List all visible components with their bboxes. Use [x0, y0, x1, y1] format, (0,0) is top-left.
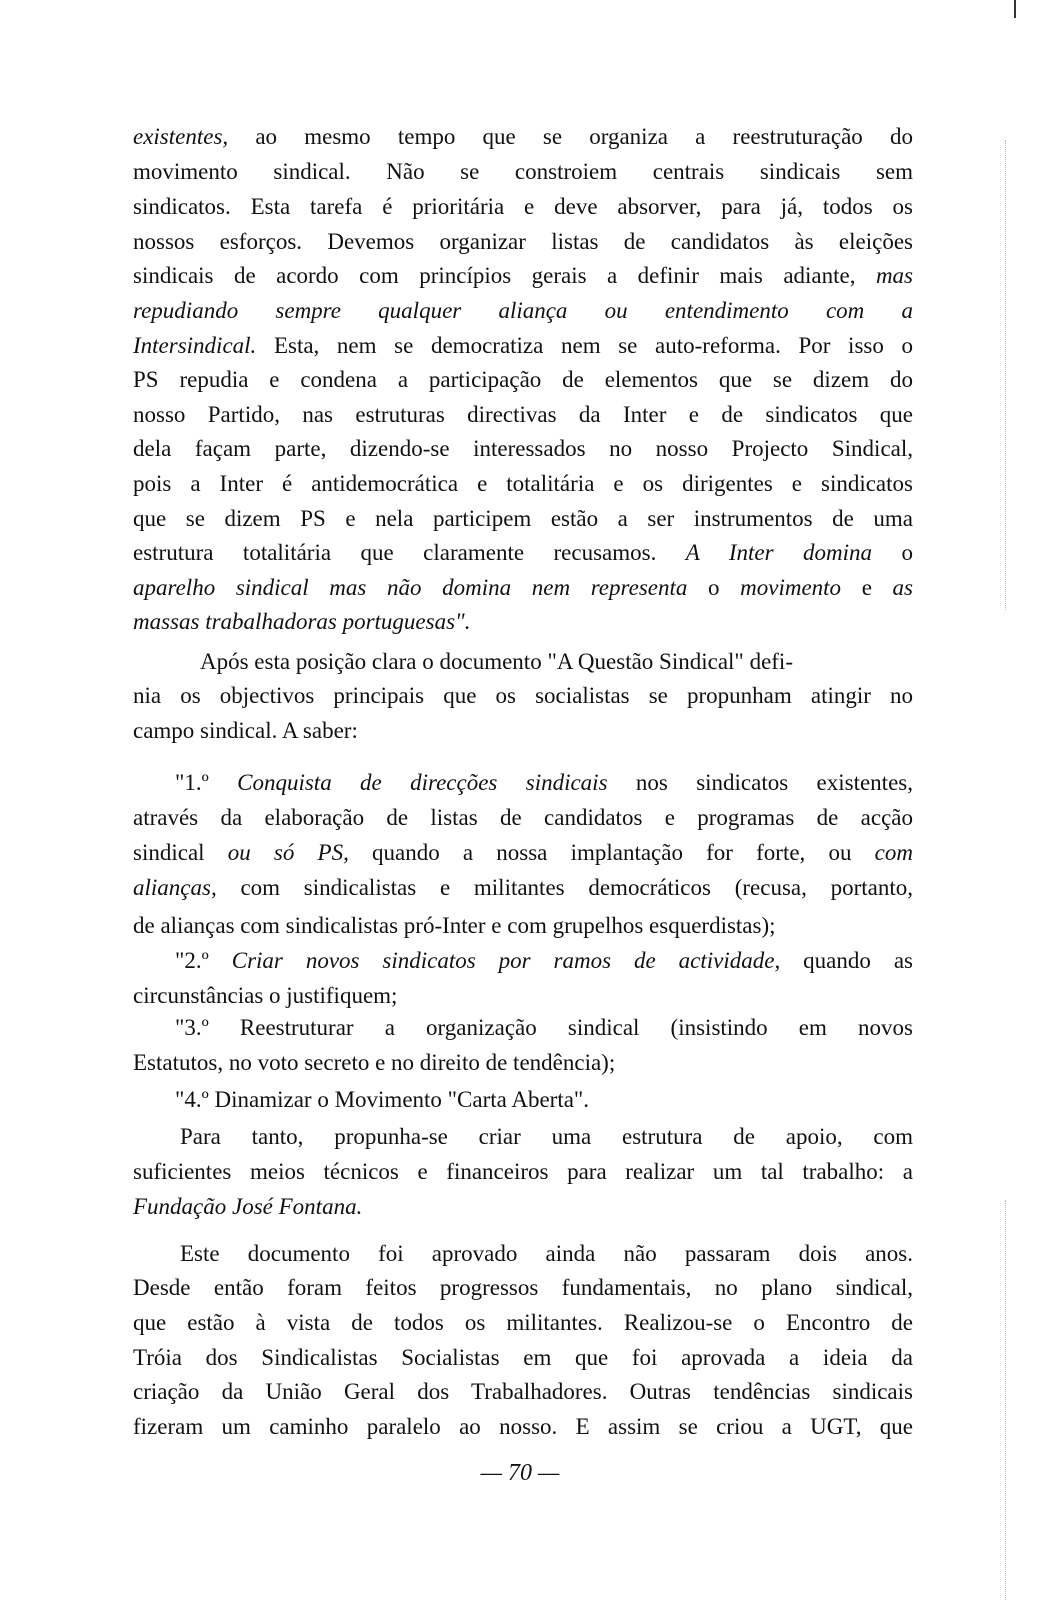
text-line [133, 261, 913, 291]
text-segment: através da elaboração de listas de candidatos e programas de acção [133, 805, 913, 830]
text-segment: "1.º [175, 770, 238, 795]
text-segment: Desde então foram feitos progressos fundamentais, no plano sindical, [133, 1275, 913, 1300]
text-line [133, 469, 913, 499]
text-segment: Tróia dos Sindicalistas Socialistas em que foi aprovada a ideia da [133, 1345, 913, 1370]
italic-text: massas trabalhadoras portuguesas". [133, 609, 471, 634]
scan-mark [1014, 0, 1016, 18]
text-line [175, 768, 913, 798]
text-segment: "2.º [175, 948, 232, 973]
text-line [133, 1273, 913, 1303]
text-line [175, 1085, 913, 1115]
text-segment: "3.º Reestruturar a organização sindical (insistindo em novos [175, 1015, 913, 1040]
text-line [133, 911, 913, 941]
italic-text: existentes, [133, 124, 229, 149]
text-line [133, 1192, 913, 1222]
text-segment: dela façam parte, dizendo-se interessados no nosso Projecto Sindical, [133, 436, 913, 461]
text-line [175, 1013, 913, 1043]
text-segment: quando as [780, 948, 914, 973]
text-line [133, 192, 913, 222]
text-segment: sindicais de acordo com princípios gerais a definir mais adiante, [133, 263, 876, 288]
text-segment: o [872, 540, 914, 565]
text-line [200, 647, 913, 677]
italic-text: alianças, [133, 875, 217, 900]
text-segment: Estatutos, no voto secreto e no direito de tendência); [133, 1050, 616, 1075]
italic-text: Criar novos sindicatos por ramos de actividade, [231, 948, 781, 973]
text-segment: PS repudia e condena a participação de elementos que se dizem do [133, 367, 913, 392]
text-line [133, 434, 913, 464]
text-line [133, 1412, 913, 1442]
text-segment: Este documento foi aprovado ainda não passaram dois anos. [180, 1241, 913, 1266]
text-segment: pois a Inter é antidemocrática e totalitária e os dirigentes e sindicatos [133, 471, 913, 496]
text-line [180, 1239, 913, 1269]
italic-text: Conquista de direcções sindicais [237, 770, 608, 795]
italic-text: Intersindical. [133, 333, 257, 358]
text-line [133, 227, 913, 257]
page-number: — 70 — [480, 1460, 560, 1486]
text-line [133, 122, 913, 152]
text-line [180, 1122, 913, 1152]
italic-text: com [874, 840, 913, 865]
text-segment: e [841, 575, 893, 600]
italic-text: repudiando sempre qualquer aliança ou entendimento com a [133, 298, 913, 323]
text-line [133, 365, 913, 395]
text-segment: criação da União Geral dos Trabalhadores. Outras tendências sindicais [133, 1379, 913, 1404]
text-segment: Esta, nem se democratiza nem se auto-reforma. Por isso o [256, 333, 913, 358]
text-segment: com sindicalistas e militantes democráticos (recusa, portanto, [216, 875, 913, 900]
italic-text: mas [875, 263, 913, 288]
text-line [133, 538, 913, 568]
text-segment: nos sindicatos existentes, [607, 770, 913, 795]
italic-text: as [892, 575, 913, 600]
text-line [133, 1377, 913, 1407]
text-segment: ao mesmo tempo que se organiza a reestruturação do [228, 124, 913, 149]
text-segment: nia os objectivos principais que os socialistas se propunham atingir no [133, 683, 913, 708]
text-segment: sindicatos. Esta tarefa é prioritária e deve absorver, para já, todos os [133, 194, 913, 219]
margin-dots [1005, 1200, 1007, 1600]
italic-text: Fundação José Fontana. [133, 1194, 363, 1219]
text-segment: estrutura totalitária que claramente recusamos. [133, 540, 686, 565]
text-line [133, 716, 913, 746]
text-line [133, 803, 913, 833]
text-segment: de alianças com sindicalistas pró-Inter e com grupelhos esquerdistas); [133, 913, 776, 938]
text-segment: "4.º Dinamizar o Movimento "Carta Aberta". [175, 1087, 590, 1112]
text-segment: nosso Partido, nas estruturas directivas da Inter e de sindicatos que [133, 402, 913, 427]
text-line [133, 157, 913, 187]
text-line [133, 607, 913, 637]
text-segment: movimento sindical. Não se constroiem centrais sindicais sem [133, 159, 913, 184]
text-line [133, 296, 913, 326]
text-line [133, 504, 913, 534]
margin-dots [1005, 140, 1007, 610]
text-line [133, 981, 913, 1011]
text-segment: que se dizem PS e nela participem estão a ser instrumentos de uma [133, 506, 913, 531]
text-line [133, 681, 913, 711]
text-segment: quando a nossa implantação for forte, ou [348, 840, 875, 865]
text-line [133, 573, 913, 603]
text-line [133, 838, 913, 868]
text-line [133, 1308, 913, 1338]
text-line [133, 1343, 913, 1373]
text-segment: Para tanto, propunha-se criar uma estrutura de apoio, com [180, 1124, 913, 1149]
italic-text: movimento [740, 575, 842, 600]
italic-text: aparelho sindical mas não domina nem representa [133, 575, 688, 600]
text-segment: Após esta posição clara o documento "A Questão Sindical" defi- [200, 649, 793, 674]
text-line [133, 1048, 913, 1078]
italic-text: A Inter domina [685, 540, 873, 565]
italic-text: ou só PS, [227, 840, 349, 865]
text-line [133, 400, 913, 430]
text-segment: sindical [133, 840, 228, 865]
text-segment: campo sindical. A saber: [133, 718, 358, 743]
text-segment: fizeram um caminho paralelo ao nosso. E assim se criou a UGT, que [133, 1414, 913, 1439]
text-segment: circunstâncias o justifiquem; [133, 983, 398, 1008]
text-segment: nossos esforços. Devemos organizar listas de candidatos às eleições [133, 229, 913, 254]
text-segment: que estão à vista de todos os militantes. Realizou-se o Encontro de [133, 1310, 913, 1335]
text-segment: suficientes meios técnicos e financeiros para realizar um tal trabalho: a [133, 1159, 913, 1184]
text-line [133, 1157, 913, 1187]
text-line [133, 331, 913, 361]
text-line [133, 873, 913, 903]
text-line [175, 946, 913, 976]
text-segment: o [687, 575, 741, 600]
